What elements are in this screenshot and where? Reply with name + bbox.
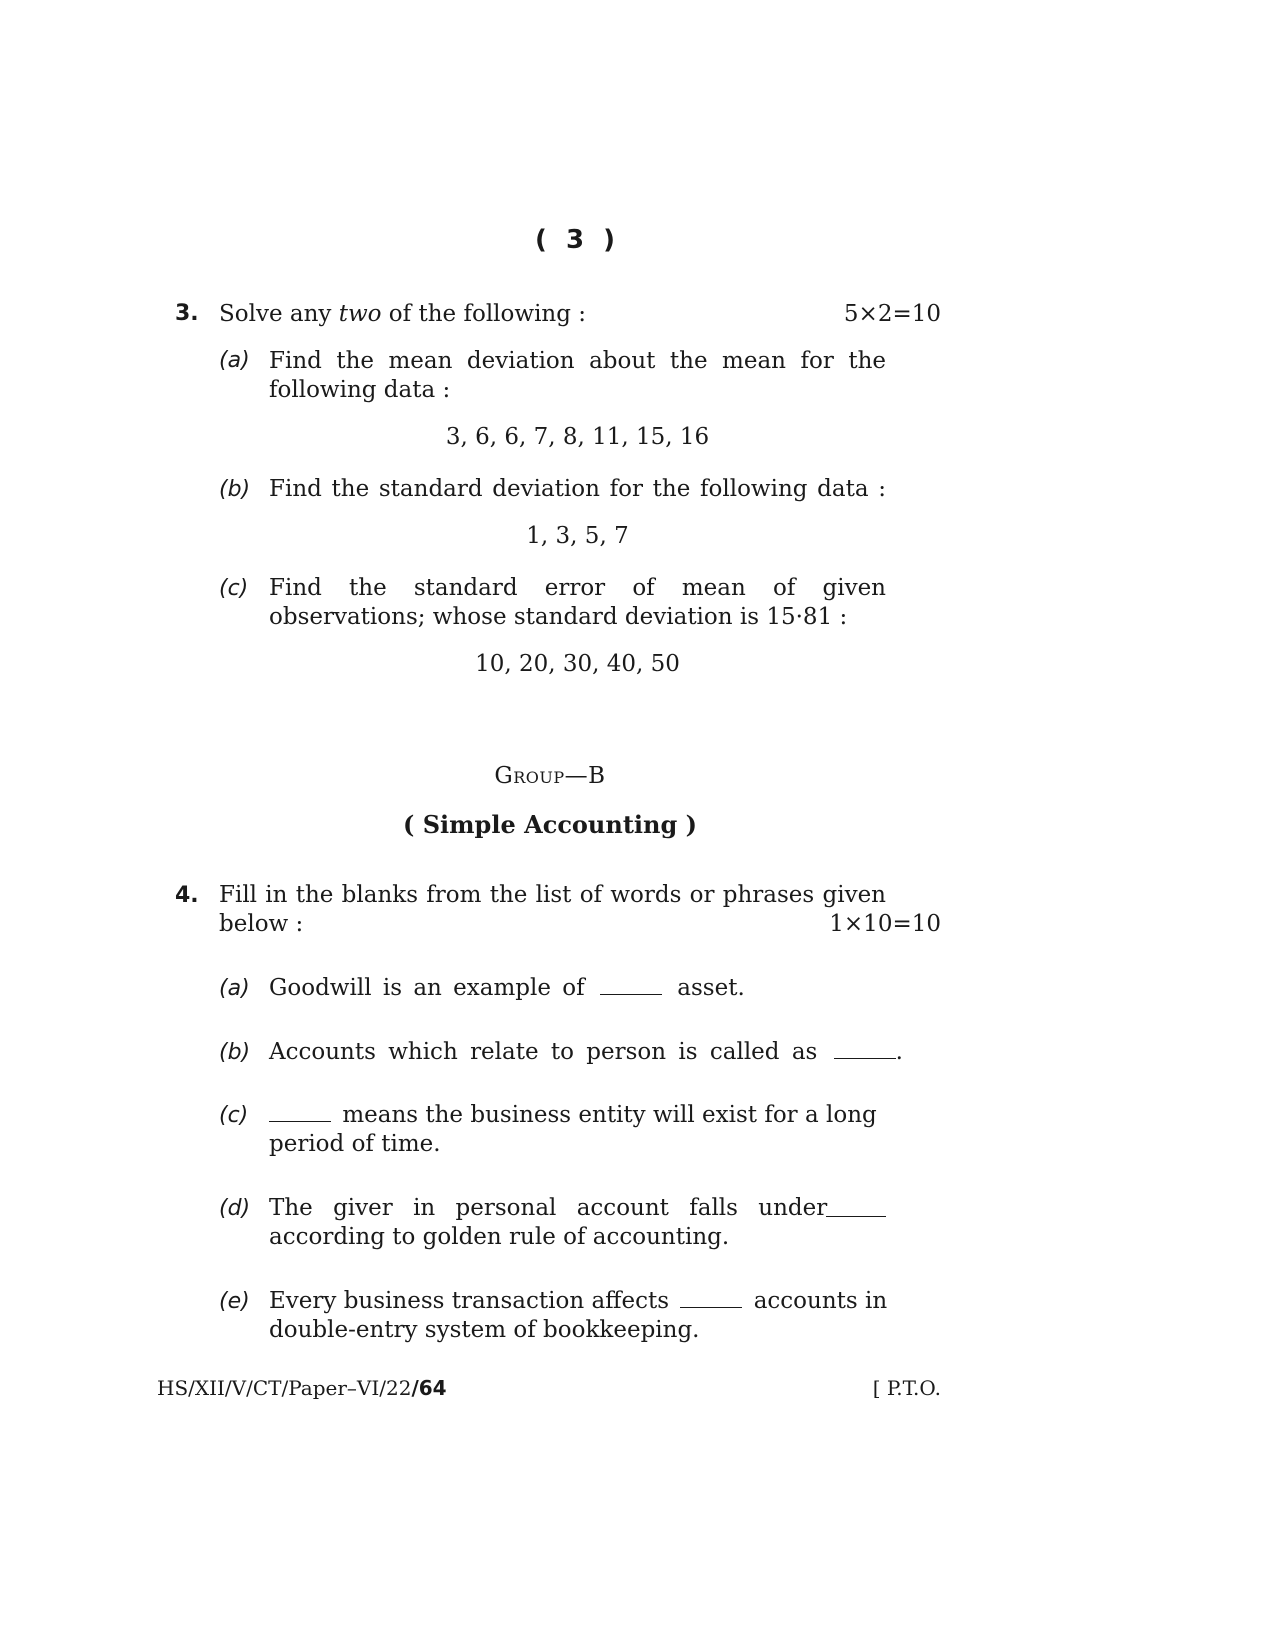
part-label: (a) [219, 348, 250, 373]
group-subtitle: ( Simple Accounting ) [403, 810, 697, 839]
part-text: The giver in personal account falls under [269, 1195, 828, 1221]
part-text-line2: observations; whose standard deviation is 15·81 : [269, 604, 848, 630]
part-text-line2: period of time. [269, 1131, 441, 1157]
question-prompt: Fill in the blanks from the list of words or phrases given [219, 882, 886, 908]
data-values: 1, 3, 5, 7 [526, 523, 629, 549]
data-values: 3, 6, 6, 7, 8, 11, 15, 16 [445, 424, 710, 450]
part-text: means the business entity will exist for a long [269, 1100, 894, 1131]
question-marks: 1×10=10 [829, 911, 941, 937]
question-prompt-line2: below : [219, 911, 304, 937]
part-text: Goodwill is an example of asset. [269, 975, 745, 1001]
part-text-line2: double-entry system of bookkeeping. [269, 1317, 700, 1343]
blank-line [834, 1057, 896, 1059]
part-label: (b) [219, 477, 251, 502]
question-number: 4. [175, 883, 199, 908]
blank-line [680, 1306, 742, 1308]
part-text: Every business transaction affects accounts in [269, 1288, 888, 1314]
pto-note: [ P.T.O. [872, 1376, 941, 1400]
part-text: Accounts which relate to person is called as . [269, 1039, 903, 1065]
blank-line [826, 1216, 886, 1217]
question-number: 3. [175, 301, 199, 326]
part-text-line2: following data : [269, 377, 451, 403]
data-values: 10, 20, 30, 40, 50 [475, 651, 680, 677]
part-text: Find the standard error of mean of given [269, 575, 886, 601]
group-title: Group—B [494, 763, 606, 789]
page-number: ( 3 ) [535, 225, 615, 255]
part-label: (c) [219, 576, 249, 601]
paper-code: HS/XII/V/CT/Paper–VI/22/64 [157, 1376, 447, 1400]
blank-line [269, 1120, 331, 1122]
question-prompt: Solve any two of the following : [219, 301, 587, 327]
part-text-line2: according to golden rule of accounting. [269, 1224, 730, 1250]
question-marks: 5×2=10 [843, 301, 941, 327]
part-label: (e) [219, 1289, 250, 1314]
blank-line [600, 993, 662, 995]
part-label: (c) [219, 1103, 249, 1128]
part-label: (d) [219, 1196, 251, 1221]
part-label: (b) [219, 1040, 251, 1065]
part-text: Find the standard deviation for the following data : [269, 476, 886, 502]
part-label: (a) [219, 976, 250, 1001]
part-text: Find the mean deviation about the mean for the [269, 348, 886, 374]
